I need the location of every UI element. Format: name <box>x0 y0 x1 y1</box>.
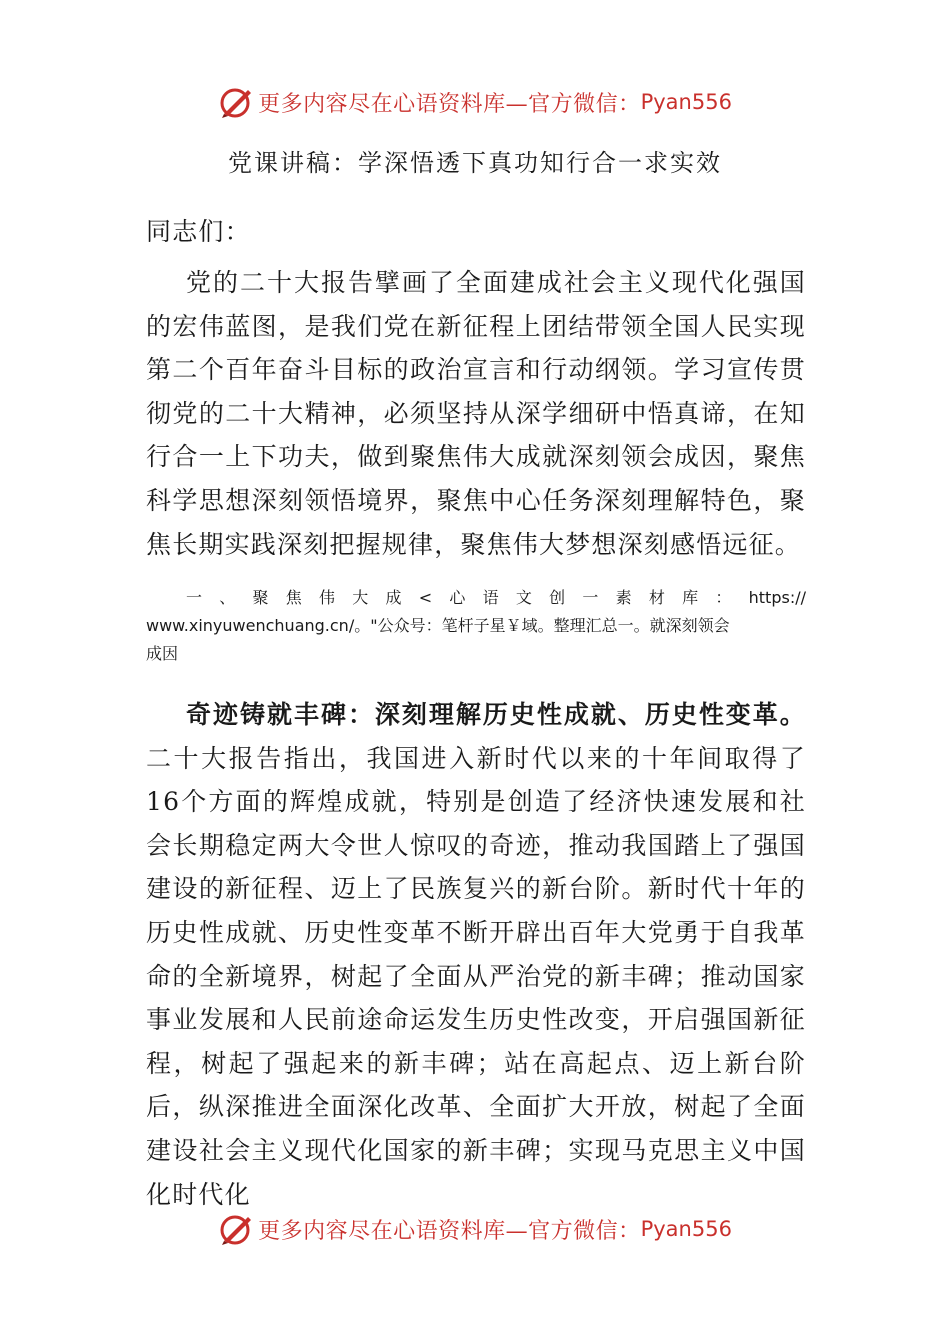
pen-logo-icon <box>218 1211 254 1247</box>
noise-char: 语 <box>482 588 499 607</box>
noise-char: 文 <box>515 588 532 607</box>
noise-line-2: www.xinyuwenchuang.cn/。"公众号：笔杆子星￥域。整理汇总一。就深刻领会 <box>146 616 730 635</box>
noise-char: ： <box>715 588 732 607</box>
noise-char: 焦 <box>285 588 302 607</box>
noise-char: 伟 <box>319 588 336 607</box>
page-title: 党课讲稿：学深悟透下真功知行合一求实效 <box>228 149 722 177</box>
paragraph-2 <box>146 693 806 1216</box>
noise-line-3: 成因 <box>146 644 179 663</box>
watermark-noise-text <box>146 584 806 668</box>
noise-char: 材 <box>648 588 665 607</box>
noise-char: 创 <box>549 588 566 607</box>
noise-char: 、 <box>219 588 236 607</box>
section-heading: 奇迹铸就丰碑：深刻理解历史性成就、历史性变革。 <box>186 700 806 729</box>
header-banner <box>0 82 950 122</box>
noise-char: 聚 <box>252 588 269 607</box>
noise-line-1 <box>146 584 806 612</box>
greeting: 同志们： <box>146 217 251 246</box>
noise-char: 大 <box>352 588 369 607</box>
banner-wechat-id: Pyan556 <box>640 90 732 114</box>
footer-banner <box>0 1209 950 1249</box>
banner-text: 更多内容尽在心语资料库—官方微信： <box>258 1218 641 1244</box>
noise-char: https:// <box>748 588 806 607</box>
noise-char: 一 <box>186 588 203 607</box>
banner-text: 更多内容尽在心语资料库—官方微信： <box>258 91 641 117</box>
noise-char: 素 <box>615 588 632 607</box>
pen-logo-icon <box>218 84 254 120</box>
paragraph-1: 党的二十大报告擘画了全面建成社会主义现代化强国的宏伟蓝图，是我们党在新征程上团结带领全国人民实现第二个百年奋斗目标的政治宣言和行动纲领。学习宣传贯彻党的二十大精神，必须坚持从深学细研中悟真谛，在知行合一上下功夫，做到聚焦伟大成就深刻领会成因，聚焦科学思想深刻领悟境界，聚焦中心任务深刻理解特色，聚焦长期实践深刻把握规律，聚焦伟大梦想深刻感悟远征。 <box>146 268 806 559</box>
noise-char: 库 <box>682 588 699 607</box>
noise-char: 一 <box>582 588 599 607</box>
noise-char: 心 <box>449 588 466 607</box>
noise-char: 成 <box>385 588 402 607</box>
banner-wechat-id: Pyan556 <box>640 1217 732 1241</box>
paragraph-2-text: 二十大报告指出，我国进入新时代以来的十年间取得了16个方面的辉煌成就，特别是创造了经济快速发展和社会长期稳定两大令世人惊叹的奇迹，推动我国踏上了强国建设的新征程、迈上了民族复兴的新台阶。新时代十年的历史性成就、历史性变革不断开辟出百年大党勇于自我革命的全新境界，树起了全面从严治党的新丰碑；推动国家事业发展和人民前途命运发生历史性改变，开启强国新征程，树起了强起来的新丰碑；站在高起点、迈上新台阶后，纵深推进全面深化改革、全面扩大开放，树起了全面建设社会主义现代化国家的新丰碑；实现马克思主义中国化时代化 <box>146 743 806 1209</box>
noise-char: < <box>418 588 433 607</box>
